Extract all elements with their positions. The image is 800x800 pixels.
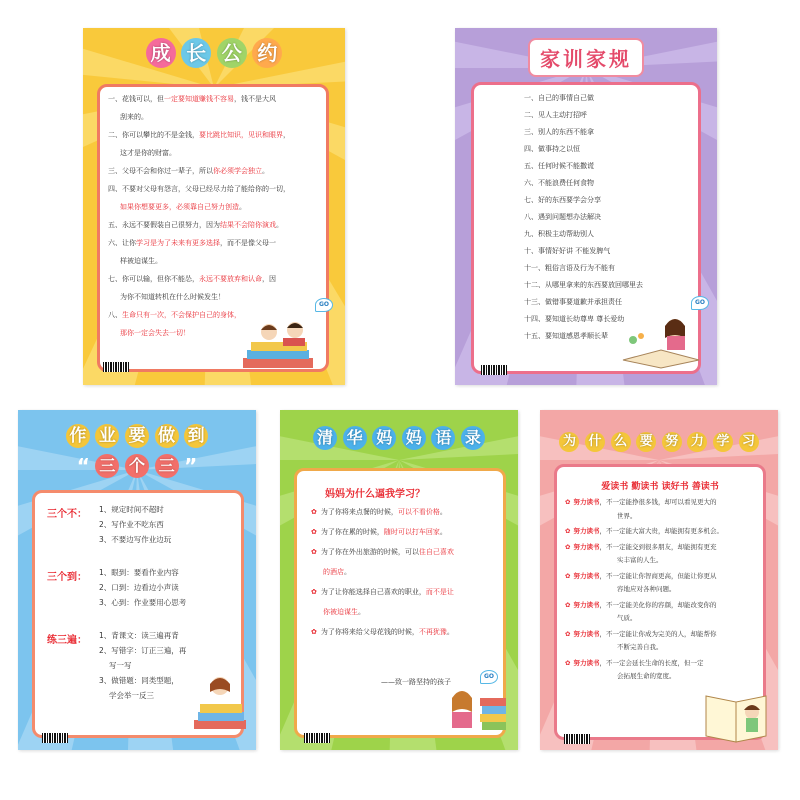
highlighted-text: 你被迫谋生 xyxy=(323,608,358,616)
study-item xyxy=(565,631,723,651)
quote-text: 为了让你能选择自己喜欢的职业， xyxy=(320,588,426,596)
poster-subtitle xyxy=(18,454,256,478)
title-char: 要 xyxy=(125,424,149,448)
study-label: 努力读书 xyxy=(573,658,600,667)
group-item: 学会举一反三 xyxy=(109,691,154,700)
study-item xyxy=(565,660,723,680)
rule-item: 三、别人的东西不能拿 xyxy=(524,128,594,136)
quote-line xyxy=(311,569,454,576)
title-char: 学 xyxy=(713,432,733,452)
star-icon: ✿ xyxy=(311,548,317,556)
barcode xyxy=(481,365,507,375)
study-item xyxy=(565,528,723,535)
group-item: 2、口到：边看边小声读 xyxy=(99,583,179,592)
quote-line xyxy=(311,529,454,536)
study-item-line xyxy=(565,631,723,638)
quote-mark: ” xyxy=(184,454,198,478)
group-item: 2、写作业不吃东西 xyxy=(99,520,164,529)
title-char: 要 xyxy=(636,432,656,452)
rule-item: 四、做事持之以恒 xyxy=(524,145,580,153)
title-char: 业 xyxy=(95,424,119,448)
kids-with-big-book-illustration xyxy=(700,686,774,746)
study-item xyxy=(565,544,723,564)
pact-text: 二、你可以攀比的不是金钱， xyxy=(108,131,199,139)
pact-text: 。 xyxy=(239,203,246,211)
highlighted-text: 而不是让 xyxy=(425,588,454,596)
study-item-line xyxy=(565,528,723,535)
highlighted-text: 那你一定会失去一切！ xyxy=(120,329,190,337)
pact-text: 八、 xyxy=(108,311,122,319)
group-item: 3、心到：作业要用心思考 xyxy=(99,598,187,607)
pact-line xyxy=(108,276,290,283)
pact-text: 五、永远不要假装自己很努力，因为 xyxy=(108,221,220,229)
group-item: 3、做错题：同类型题， xyxy=(99,676,179,685)
study-text: ，不一定会延长生命的长度，但一定 xyxy=(599,658,704,667)
highlighted-text: 可以不看价格 xyxy=(397,508,440,516)
rule-item: 六、不能浪费任何食物 xyxy=(524,179,594,187)
pact-text: 样被迫谋生。 xyxy=(120,257,162,265)
go-bubble-icon: GO xyxy=(315,298,333,312)
title-char: 为 xyxy=(559,432,579,452)
title-char: 清 xyxy=(313,426,337,450)
signature: ——致一路坚持的孩子 xyxy=(381,678,451,686)
barcode xyxy=(42,733,68,743)
subtitle-char: 三 xyxy=(95,454,119,478)
poster-title xyxy=(540,430,778,452)
quote-line xyxy=(311,549,454,556)
study-item-line: 容地应对各种问题。 xyxy=(617,585,676,593)
girl-reading-illustration xyxy=(440,678,514,744)
star-icon: ✿ xyxy=(311,588,317,596)
quote-text: 为了你将来点餐的时候， xyxy=(320,508,398,516)
poster-mom-quotes xyxy=(280,410,518,750)
highlighted-text: 学习是为了未来有更多选择 xyxy=(136,239,220,247)
quote-line xyxy=(311,509,454,516)
group-item: 3、不要边写作业边玩 xyxy=(99,535,172,544)
study-item xyxy=(565,602,723,622)
study-label: 努力读书 xyxy=(573,542,600,551)
quote-text: 。 xyxy=(358,608,365,616)
pact-line xyxy=(108,96,290,103)
study-label: 努力读书 xyxy=(573,600,600,609)
highlighted-text: 不再犹豫 xyxy=(418,628,447,636)
poster-title-text: 家训家规 xyxy=(528,38,644,77)
poster-why-study xyxy=(540,410,778,750)
study-label: 努力读书 xyxy=(573,498,600,506)
quote-text: 为了你将来给父母花钱的时候， xyxy=(320,628,419,636)
pact-line xyxy=(108,204,290,211)
study-text: ，不一定能大富大贵，却能拥有更多机会。 xyxy=(599,527,723,535)
question-heading: 妈妈为什么逼我学习？ xyxy=(325,489,425,500)
group-item: 2、写错字：订正三遍，再 xyxy=(99,646,187,655)
title-char: 妈 xyxy=(402,426,426,450)
study-item-line xyxy=(565,660,723,667)
star-icon: ✿ xyxy=(565,542,571,551)
pact-text: 四、不要对父母有怨言，父母已经尽力给了能给你的一切， xyxy=(108,185,290,193)
pact-text: ， xyxy=(283,131,290,139)
rule-item: 二、见人主动打招呼 xyxy=(524,111,587,119)
group-item: 写一写 xyxy=(109,661,132,670)
star-icon: ✿ xyxy=(565,658,571,667)
study-item-line xyxy=(565,602,723,609)
title-char: 努 xyxy=(662,432,682,452)
study-item xyxy=(565,499,723,519)
pact-line xyxy=(108,150,290,157)
barcode xyxy=(103,362,129,372)
go-bubble-icon: GO xyxy=(691,296,709,310)
rule-item: 八、遇到问题想办法解决 xyxy=(524,213,601,221)
title-char: 华 xyxy=(343,426,367,450)
rule-item: 九、积极主动帮助别人 xyxy=(524,230,594,238)
rule-item: 十五、要知道感恩孝顺长辈 xyxy=(524,332,608,340)
title-char: 长 xyxy=(181,38,211,68)
highlighted-text: 永远不要放弃和认命 xyxy=(199,275,262,283)
rule-item: 七、好的东西要学会分享 xyxy=(524,196,601,204)
title-char: 作 xyxy=(66,424,90,448)
pact-text: ，因 xyxy=(262,275,276,283)
highlighted-text: 结果不会陪你演戏 xyxy=(220,221,276,229)
star-icon: ✿ xyxy=(565,527,571,535)
group-label: 三个到： xyxy=(47,572,87,583)
study-text: ，不一定能美化你的容颜，却能改变你的 xyxy=(599,600,717,609)
study-item xyxy=(565,573,723,593)
title-char: 到 xyxy=(184,424,208,448)
study-label: 努力读书 xyxy=(573,571,600,580)
title-char: 成 xyxy=(146,38,176,68)
poster-family-rules xyxy=(455,28,717,385)
girl-reading-illustration xyxy=(613,310,709,370)
title-char: 什 xyxy=(585,432,605,452)
title-char: 录 xyxy=(461,426,485,450)
quote-list xyxy=(311,509,454,649)
subtitle-char: 三 xyxy=(155,454,179,478)
study-reasons-list xyxy=(565,499,723,689)
group-item: 1、背课文：读三遍再背 xyxy=(99,631,179,640)
study-text: ，不一定能让你成为完美的人，却能帮你 xyxy=(599,629,717,638)
pact-list xyxy=(108,96,290,348)
quote-text: 为了你在外出旅游的时候，可以 xyxy=(320,548,419,556)
pact-text: 七、你可以输，但你不能怂， xyxy=(108,275,199,283)
poster-homework xyxy=(18,410,256,750)
title-char: 公 xyxy=(217,38,247,68)
quote-line xyxy=(311,589,454,596)
rule-item: 十一、粗俗言语及行为不能有 xyxy=(524,264,615,272)
study-item-line: 不断完善自我。 xyxy=(617,643,663,651)
rule-item: 五、任何时候不能撒谎 xyxy=(524,162,594,170)
star-icon: ✿ xyxy=(311,628,317,636)
children-reading-illustration xyxy=(233,318,333,380)
quote-text: 。 xyxy=(439,528,447,536)
quote-text: 。 xyxy=(446,628,454,636)
quote-line xyxy=(311,629,454,636)
rule-item: 十、事情好好讲 不能发脾气 xyxy=(524,247,611,255)
star-icon: ✿ xyxy=(565,498,571,506)
quote-mark: “ xyxy=(76,454,90,478)
study-text: ，不一定能挣很多钱，却可以看见更大的 xyxy=(599,498,717,506)
study-item-line: 实丰富的人生。 xyxy=(617,556,663,564)
study-text: ，不一定能交到很多朋友，却能拥有更充 xyxy=(599,542,717,551)
highlighted-text: 一定要知道赚钱不容易 xyxy=(164,95,234,103)
pact-line xyxy=(108,294,290,301)
quote-text: 。 xyxy=(344,568,351,576)
highlighted-text: 你必须学会独立 xyxy=(213,167,262,175)
study-item-line xyxy=(565,573,723,580)
highlighted-text: 随时可以打车回家 xyxy=(383,528,440,536)
pact-line xyxy=(108,132,290,139)
study-item-line: 会拓展生命的宽度。 xyxy=(617,672,676,680)
rule-item: 十四、要知道长幼尊卑 尊长爱幼 xyxy=(524,315,625,323)
study-item-line: 世界。 xyxy=(617,511,637,520)
pact-line xyxy=(108,222,290,229)
highlighted-text: 生命只有一次，不会保护自己的身体， xyxy=(122,311,241,319)
title-char: 约 xyxy=(252,38,282,68)
pact-text: 这才是你的财富。 xyxy=(120,149,176,157)
pact-line xyxy=(108,114,290,121)
star-icon: ✿ xyxy=(311,528,317,536)
study-motto: 爱读书 勤读书 读好书 善读书 xyxy=(601,482,719,492)
study-item-line: 气质。 xyxy=(617,614,637,622)
star-icon: ✿ xyxy=(311,508,317,516)
pact-text: 一、花钱可以，但 xyxy=(108,95,164,103)
group-label: 练三遍： xyxy=(47,635,87,646)
group-item: 1、规定时间不超时 xyxy=(99,505,164,514)
rule-item: 一、自己的事情自己做 xyxy=(524,94,594,102)
go-bubble-icon: GO xyxy=(480,670,498,684)
study-label: 努力读书 xyxy=(573,527,600,535)
pact-text: 六、让你 xyxy=(108,239,136,247)
pact-text: 三、父母不会和你过一辈子，所以 xyxy=(108,167,213,175)
pact-text: 。 xyxy=(276,221,283,229)
title-char: 么 xyxy=(611,432,631,452)
title-char: 习 xyxy=(739,432,759,452)
poster-title xyxy=(83,38,345,68)
rule-item: 十三、做错事要道歉并承担责任 xyxy=(524,298,622,306)
study-item-line xyxy=(565,544,723,551)
pact-text: ，钱不是大风 xyxy=(234,95,276,103)
pact-text: 。 xyxy=(262,167,269,175)
pact-line xyxy=(108,186,290,193)
poster-title xyxy=(455,38,717,77)
study-label: 努力读书 xyxy=(573,629,600,638)
pact-line xyxy=(108,240,290,247)
barcode xyxy=(564,734,590,744)
subtitle-char: 个 xyxy=(125,454,149,478)
title-char: 做 xyxy=(155,424,179,448)
study-text: ，不一定能让你智商更高，但能让你更从 xyxy=(599,571,717,580)
title-char: 语 xyxy=(431,426,455,450)
poster-title xyxy=(18,424,256,448)
quote-text: 。 xyxy=(439,508,447,516)
highlighted-text: 如果你想要更多，必须靠自己努力创造 xyxy=(120,203,239,211)
title-char: 力 xyxy=(687,432,707,452)
pact-text: 为你不知道转机在什么时候发生！ xyxy=(120,293,225,301)
group-item: 1、眼到：要看作业内容 xyxy=(99,568,179,577)
rule-item: 十二、从哪里拿来的东西要放回哪里去 xyxy=(524,281,643,289)
group-label: 三个不： xyxy=(47,509,87,520)
poster-title xyxy=(280,426,518,450)
star-icon: ✿ xyxy=(565,629,571,638)
pact-line xyxy=(108,168,290,175)
pact-text: 刮来的。 xyxy=(120,113,148,121)
title-char: 妈 xyxy=(372,426,396,450)
pact-line xyxy=(108,258,290,265)
study-item-line xyxy=(565,499,723,506)
quote-line xyxy=(311,609,454,616)
barcode xyxy=(304,733,330,743)
pact-text: ，而不是像父母一 xyxy=(220,239,276,247)
highlighted-text: 的酒店 xyxy=(323,568,344,576)
highlighted-text: 要比跳比知识，见识和眼界 xyxy=(199,131,283,139)
highlighted-text: 住自己喜欢 xyxy=(418,548,454,556)
quote-text: 为了你在累的时候， xyxy=(320,528,384,536)
star-icon: ✿ xyxy=(565,571,571,580)
poster-growth-pact xyxy=(83,28,345,385)
star-icon: ✿ xyxy=(565,600,571,609)
girl-with-books-illustration xyxy=(190,672,252,742)
